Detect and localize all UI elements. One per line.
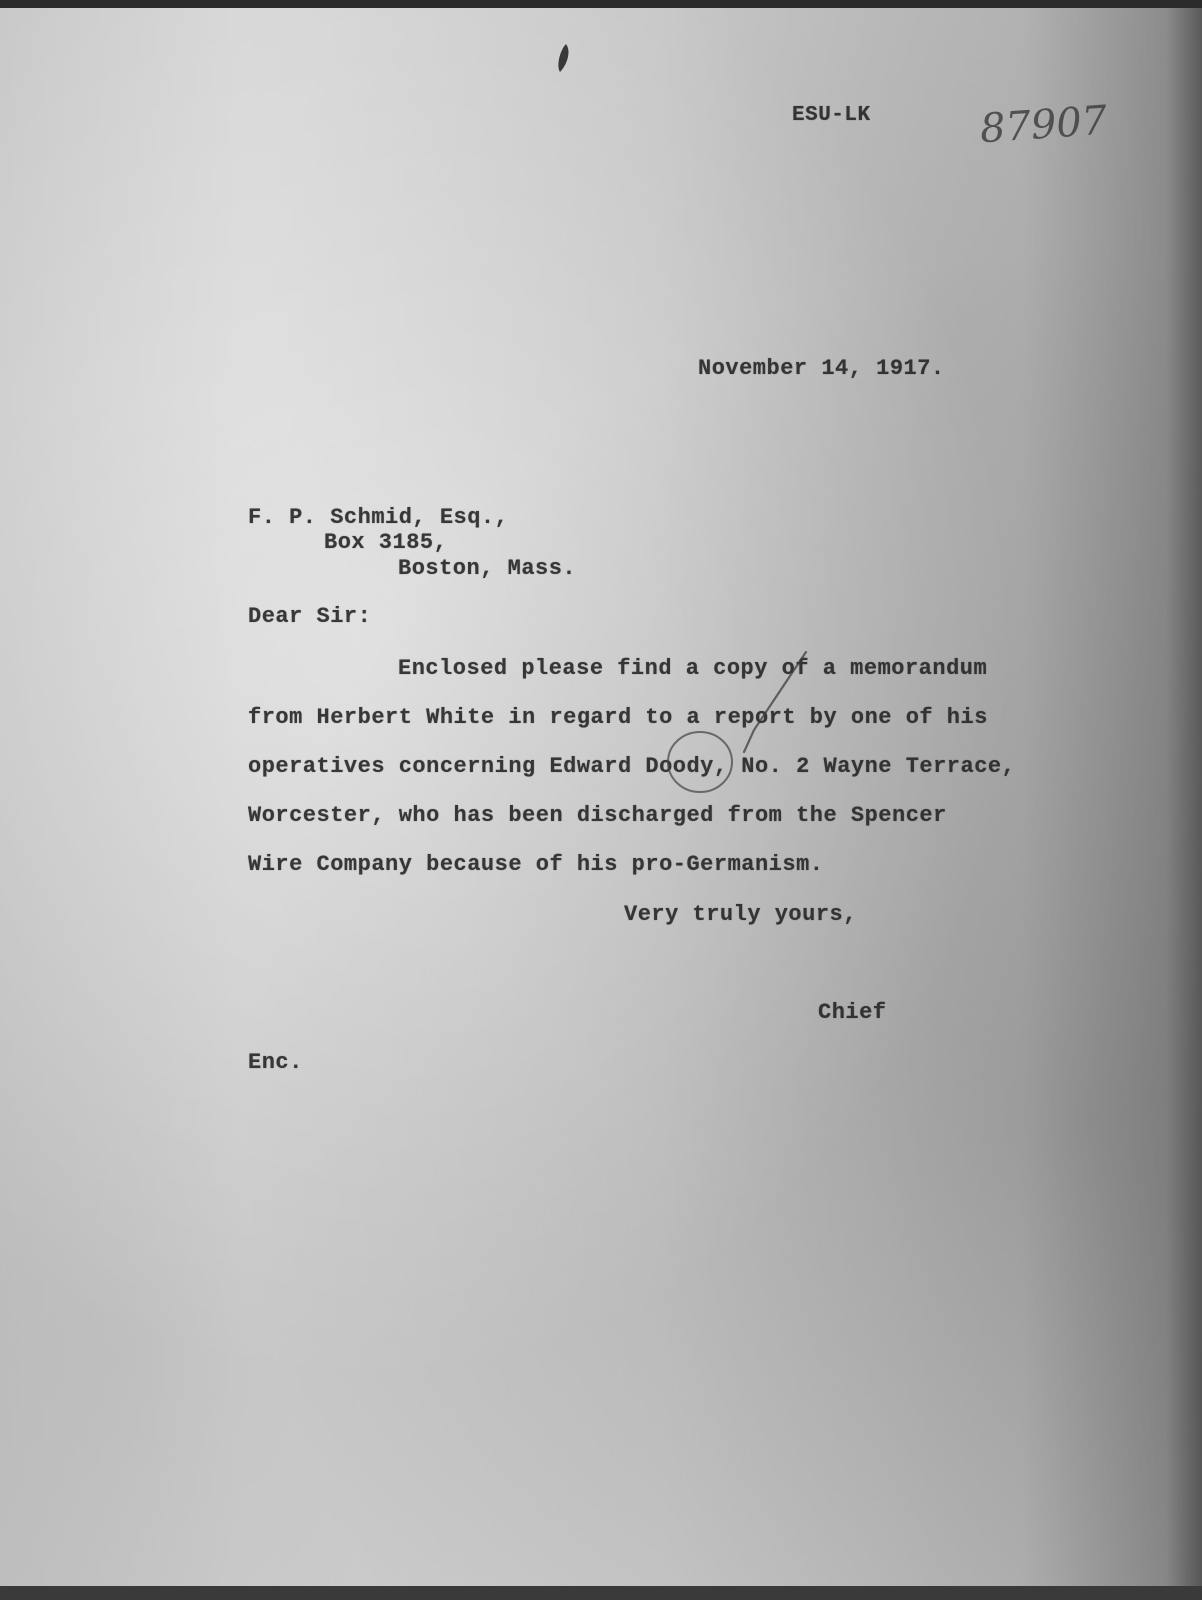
pencil-mark-top xyxy=(558,44,568,72)
addressee-box: Box 3185, xyxy=(324,530,448,555)
body-line-4: Worcester, who has been discharged from the Spencer xyxy=(248,803,947,828)
scan-border-top xyxy=(0,0,1202,8)
body-line-2: from Herbert White in regard to a report by one of his xyxy=(248,705,988,730)
salutation: Dear Sir: xyxy=(248,604,372,629)
file-reference: ESU-LK xyxy=(792,104,871,127)
signature-title: Chief xyxy=(818,1000,887,1025)
enclosure-note: Enc. xyxy=(248,1050,303,1075)
closing: Very truly yours, xyxy=(624,902,857,927)
handwritten-file-number: 87907 xyxy=(978,97,1109,153)
addressee-name: F. P. Schmid, Esq., xyxy=(248,505,509,530)
letter-date: November 14, 1917. xyxy=(698,356,945,381)
addressee-city: Boston, Mass. xyxy=(398,556,577,581)
scan-border-bottom xyxy=(0,1586,1202,1600)
body-line-5: Wire Company because of his pro-Germanism. xyxy=(248,852,824,877)
body-line-1: Enclosed please find a copy of a memorandum xyxy=(398,656,988,681)
body-line-3: operatives concerning Edward Doody, No. 2 Wayne Terrace, xyxy=(248,754,1016,779)
